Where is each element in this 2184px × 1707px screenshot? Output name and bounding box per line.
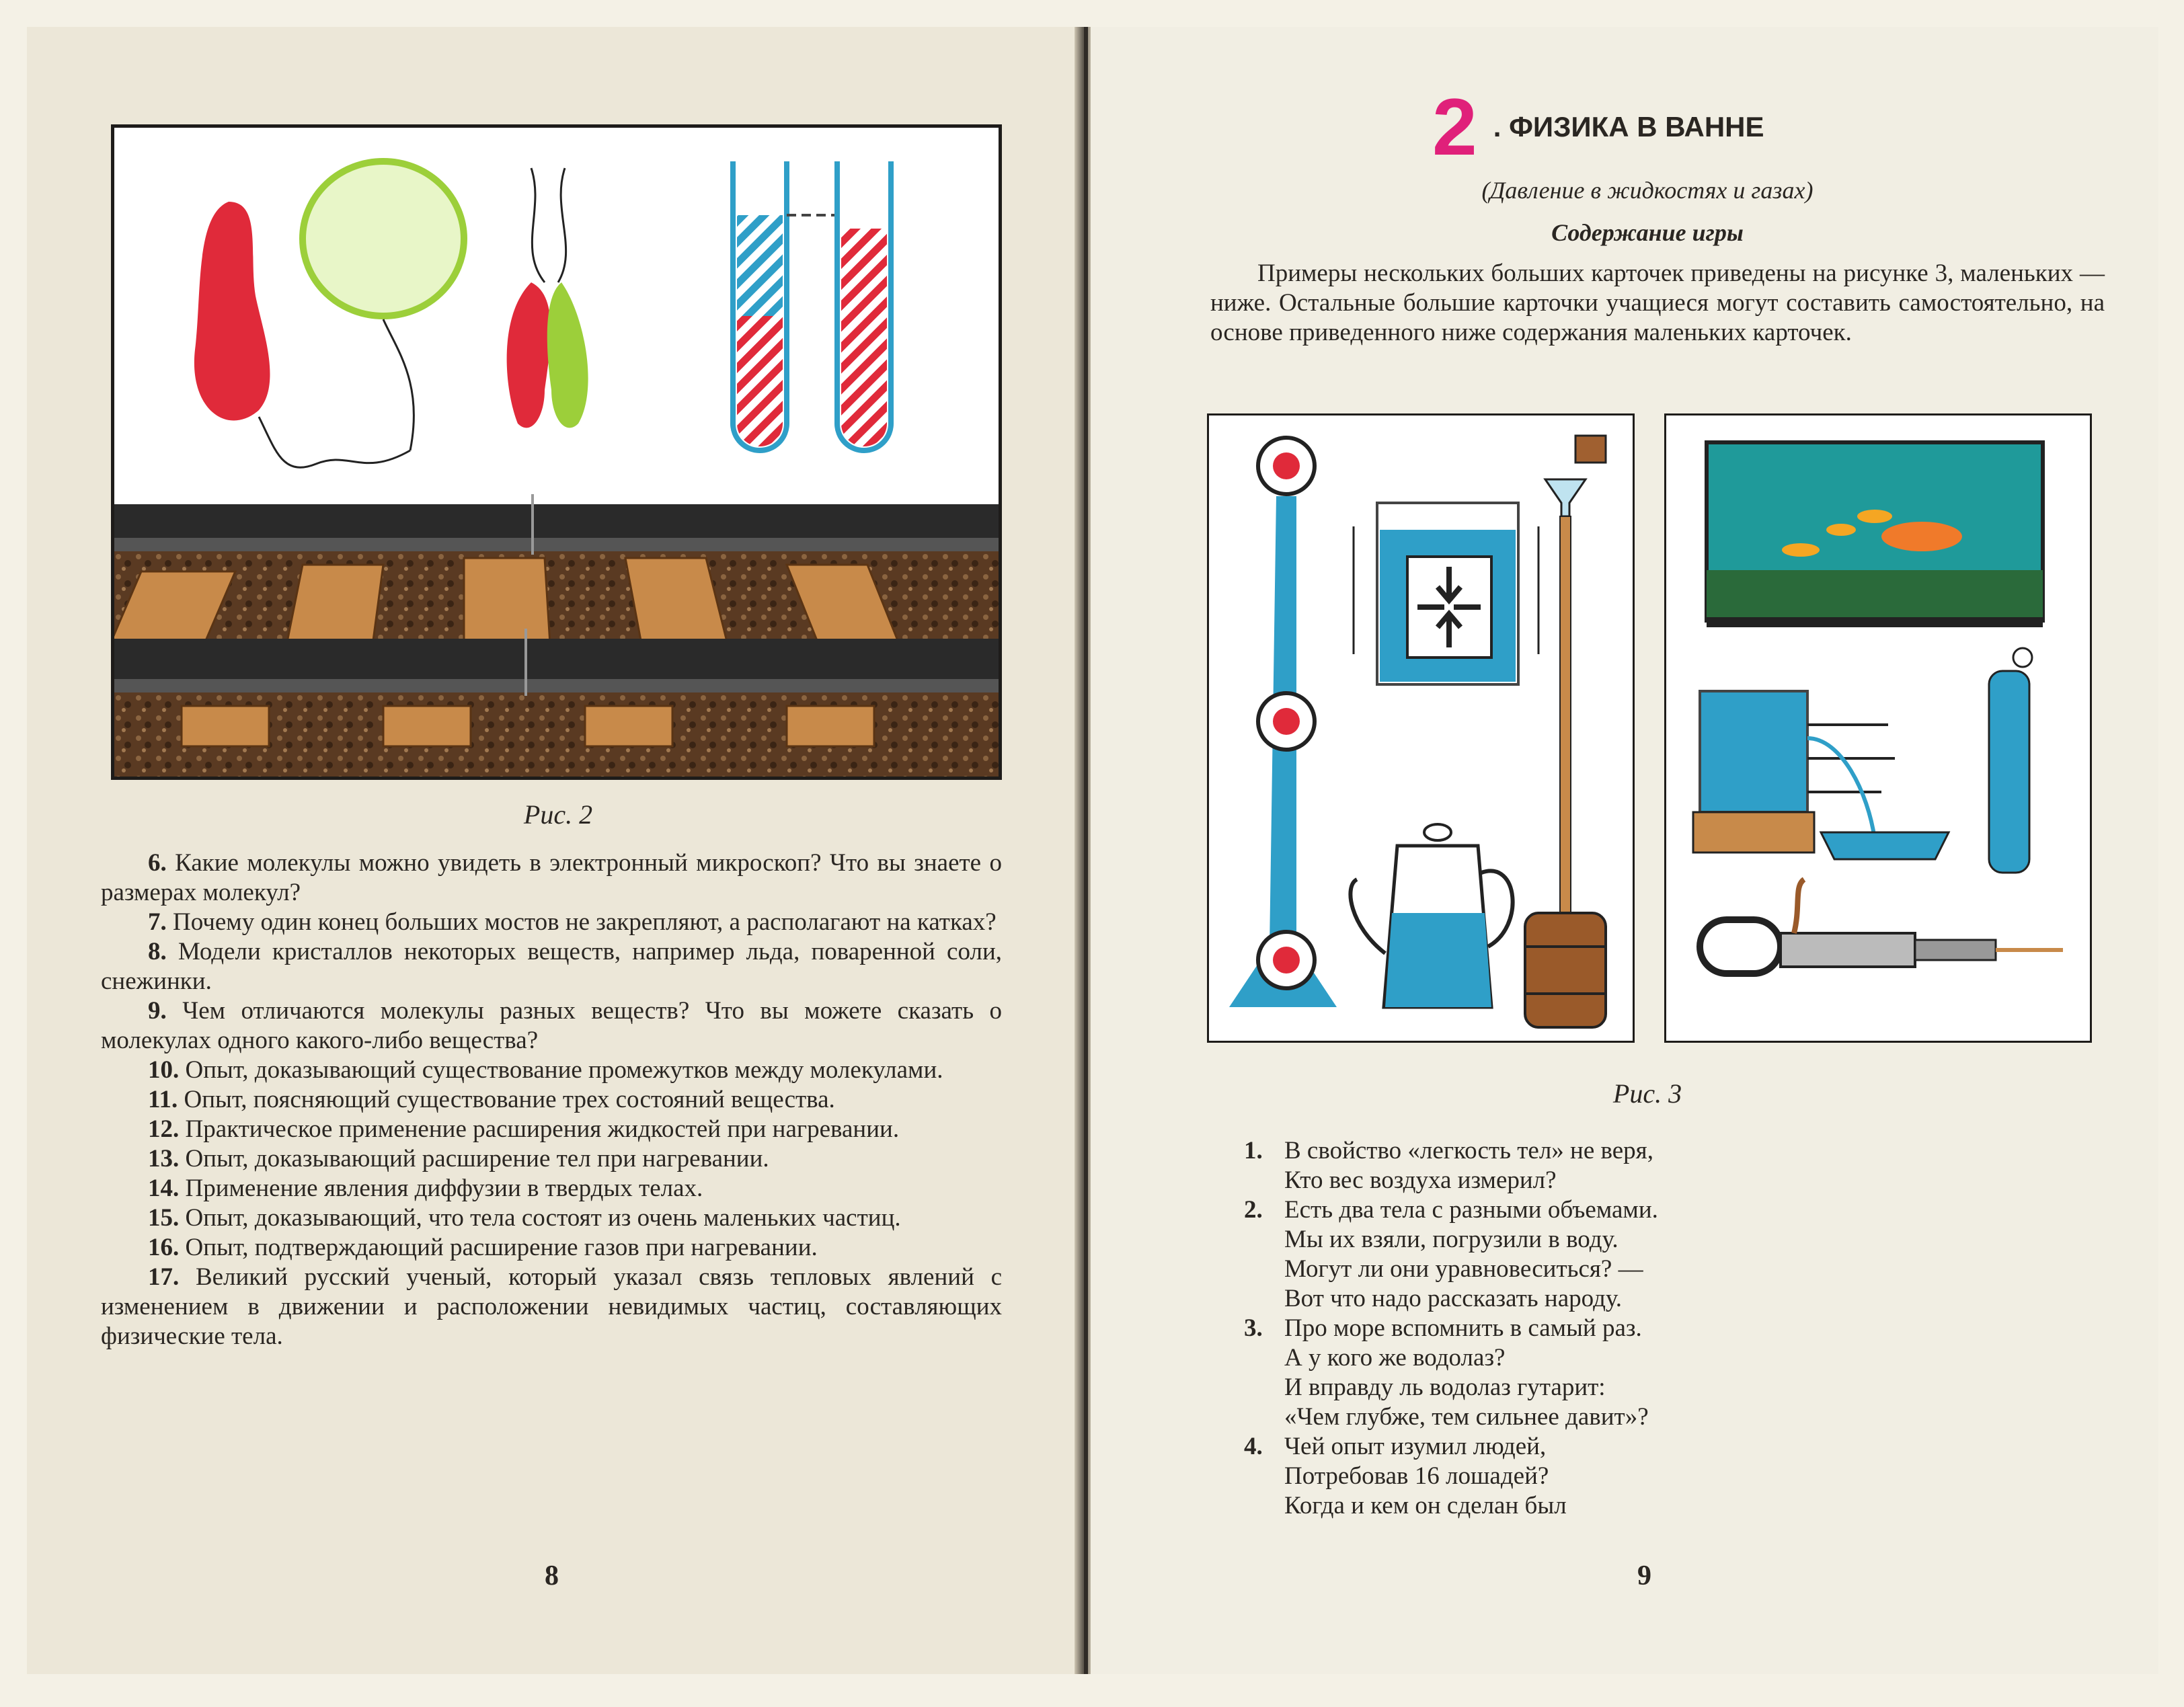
verse-line: Могут ли они уравновеситься? — xyxy=(1284,1255,1643,1283)
question-text: Практическое применение расширения жидкостей при нагревании. xyxy=(185,1115,900,1143)
question-item xyxy=(101,1144,1002,1174)
section-title: Содержание игры xyxy=(1551,219,1744,246)
chapter-number: 2 xyxy=(1432,82,1477,172)
verse-line: И вправду ль водолаз гутарит: xyxy=(1284,1374,1606,1401)
question-item xyxy=(101,996,1002,1056)
question-item xyxy=(101,1056,1002,1085)
verse-line: Чей опыт изумил людей, xyxy=(1284,1433,1547,1460)
question-number: 10. xyxy=(148,1056,180,1084)
test-tube-left-icon xyxy=(733,161,787,450)
water-jar-icon xyxy=(1700,691,1807,812)
question-item xyxy=(101,1085,1002,1115)
question-text: Чем отличаются молекулы разных веществ? Что вы можете сказать о молекулах одного какого-либо вещества? xyxy=(101,997,1003,1054)
question-text: Какие молекулы можно увидеть в электронный микроскоп? Что вы знаете о размерах молекул? xyxy=(101,849,1003,906)
book-spine-shadow xyxy=(1084,27,1088,1674)
verse-line: Вот что надо рассказать народу. xyxy=(1284,1285,1622,1312)
railway-track-icon xyxy=(114,494,999,777)
cup-icon xyxy=(1575,436,1606,463)
question-item xyxy=(101,1115,1002,1144)
question-number: 16. xyxy=(148,1234,180,1261)
basin-icon xyxy=(1821,832,1949,859)
figure-3-card-right xyxy=(1664,413,2092,1043)
verse-line: «Чем глубже, тем сильнее давит»? xyxy=(1284,1403,1649,1431)
gauge-icon xyxy=(1273,947,1300,974)
question-number: 17. xyxy=(148,1263,180,1291)
question-text: Применение явления диффузии в твердых телах. xyxy=(185,1175,703,1202)
question-text: Почему один конец больших мостов не закрепляют, а располагают на катках? xyxy=(173,908,997,936)
test-tube-right-icon xyxy=(837,161,891,450)
green-balloon-icon xyxy=(303,161,464,316)
question-text: Опыт, подтверждающий расширение газов при нагревании. xyxy=(185,1234,818,1261)
question-text: Опыт, доказывающий существование промежутков между молекулами. xyxy=(185,1056,943,1084)
figure-3-left-illustration xyxy=(1209,415,1633,1041)
question-number: 8. xyxy=(148,938,167,965)
question-text: Модели кристаллов некоторых веществ, например льда, поваренной соли, снежинки. xyxy=(101,938,1003,995)
chapter-title: . ФИЗИКА В ВАННЕ xyxy=(1493,111,1764,143)
question-text: Опыт, доказывающий расширение тел при нагревании. xyxy=(185,1145,769,1173)
verse-line: Кто вес воздуха измерил? xyxy=(1284,1166,1557,1194)
question-item xyxy=(101,1263,1002,1351)
aquarium-icon xyxy=(1707,442,2043,627)
verse-line: А у кого же водолаз? xyxy=(1284,1344,1506,1372)
book-spine xyxy=(1075,27,1091,1674)
question-text: Опыт, доказывающий, что тела состоят из очень маленьких частиц. xyxy=(185,1204,901,1232)
verses-list xyxy=(1244,1136,1916,1521)
question-number: 15. xyxy=(148,1204,180,1232)
left-page-number: 8 xyxy=(545,1560,559,1591)
question-number: 14. xyxy=(148,1175,180,1202)
question-item xyxy=(101,848,1002,908)
figure-3-right-illustration xyxy=(1666,415,2090,1041)
verse-number: 3. xyxy=(1244,1314,1263,1342)
left-questions-list xyxy=(101,848,1002,1351)
pipe-icon xyxy=(1560,516,1571,920)
gauge-icon xyxy=(1273,708,1300,735)
figure-3-card-left xyxy=(1207,413,1635,1043)
verse-line: Про море вспомнить в самый раз. xyxy=(1284,1314,1642,1342)
verse-item xyxy=(1244,1136,1916,1195)
verse-number: 2. xyxy=(1244,1196,1263,1224)
question-number: 11. xyxy=(148,1086,178,1113)
verse-number: 4. xyxy=(1244,1433,1263,1460)
verse-line: Потребовав 16 лошадей? xyxy=(1284,1462,1549,1490)
verse-line: Есть два тела с разными объемами. xyxy=(1284,1196,1658,1224)
question-text: Великий русский ученый, который указал связь тепловых явлений с изменением в движении и расположении невидимых частиц, составляющих физические тела. xyxy=(101,1263,1002,1350)
verse-line: В свойство «легкость тел» не веря, xyxy=(1284,1137,1653,1164)
question-number: 9. xyxy=(148,997,167,1025)
verse-line: Мы их взяли, погрузили в воду. xyxy=(1284,1226,1618,1253)
question-number: 13. xyxy=(148,1145,180,1173)
verse-item xyxy=(1244,1195,1916,1314)
topic-subtitle: (Давление в жидкостях и газах) xyxy=(1481,177,1814,204)
question-number: 6. xyxy=(148,849,167,877)
intro-text: Примеры нескольких больших карточек приведены на рисунке 3, маленьких — ниже. Остальные большие карточки учащиеся могут составить самостоятельно, на основе приведенного ниже содержания маленьких карточек. xyxy=(1210,260,2105,346)
figure-2-caption: Рис. 2 xyxy=(523,799,593,830)
question-number: 12. xyxy=(148,1115,180,1143)
chapter-heading xyxy=(1432,81,1764,173)
question-item xyxy=(101,908,1002,937)
gas-cylinder-icon xyxy=(1989,671,2029,873)
barrel-icon xyxy=(1525,913,1606,1027)
verse-line: Когда и кем он сделан был xyxy=(1284,1492,1567,1519)
gauge-icon xyxy=(1273,452,1300,479)
question-item xyxy=(101,1174,1002,1203)
intro-paragraph xyxy=(1210,259,2105,348)
right-page-number: 9 xyxy=(1637,1560,1651,1591)
verse-item xyxy=(1244,1432,1916,1521)
question-item xyxy=(101,937,1002,996)
question-item xyxy=(101,1233,1002,1263)
question-item xyxy=(101,1203,1002,1233)
figure-3-caption: Рис. 3 xyxy=(1612,1078,1682,1109)
verse-item xyxy=(1244,1314,1916,1432)
figure-2-illustration xyxy=(114,128,999,777)
figure-2 xyxy=(111,124,1002,780)
question-number: 7. xyxy=(148,908,167,936)
verse-number: 1. xyxy=(1244,1137,1263,1164)
question-text: Опыт, поясняющий существование трех состояний вещества. xyxy=(184,1086,835,1113)
